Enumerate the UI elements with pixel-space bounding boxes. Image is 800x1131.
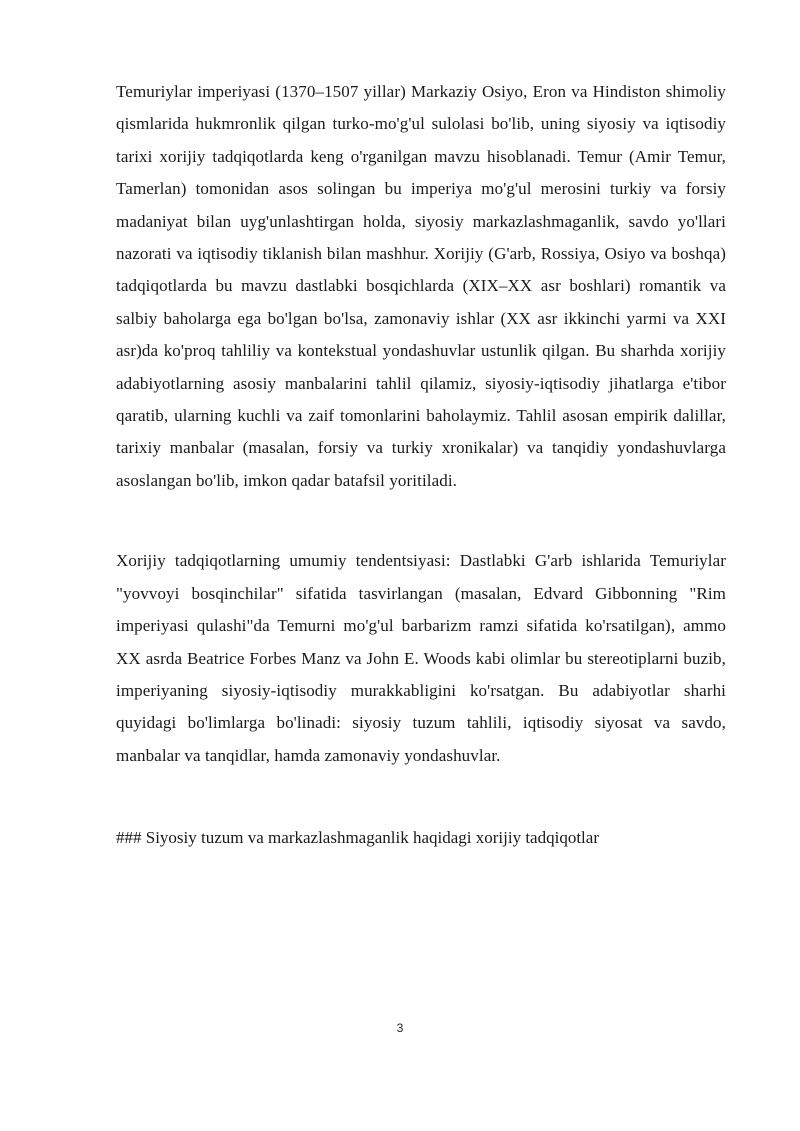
research-trends-paragraph: Xorijiy tadqiqotlarning umumiy tendentsiyasi: Dastlabki G'arb ishlarida Temuriylar "yovvoyi bosqinchilar" sifatida tasvirlangan (masalan, Edvard Gibbonning "Rim imperiyasi qulashi"da Temurni mo'g'ul barbarizm ramzi sifatida ko'rsatilgan), ammo XX asrda Beatrice Forbes Manz va John E. Woods kabi olimlar bu stereotiplarni buzib, imperiyaning siyosiy-iqtisodiy murakkabligini ko'rsatgan. Bu adabiyotlar sharhi quyidagi bo'limlarga bo'linadi: siyosiy tuzum tahlili, iqtisodiy siyosat va savdo, manbalar va tanqidlar, hamda zamonaviy yondashuvlar.	[116, 551, 726, 765]
page-number: 3	[396, 1021, 404, 1035]
intro-paragraph: Temuriylar imperiyasi (1370–1507 yillar) Markaziy Osiyo, Eron va Hindiston shimoliy qismlarida hukmronlik qilgan turko-mo'g'ul sulolasi bo'lib, uning siyosiy va iqtisodiy tarixi xorijiy tadqiqotlarda keng o'rganilgan mavzu hisoblanadi. Temur (Amir Temur, Tamerlan) tomonidan asos solingan bu imperiya mo'g'ul merosini turkiy va forsiy madaniyat bilan uyg'unlashtirgan holda, siyosiy markazlashmaganlik, savdo yo'llari nazorati va iqtisodiy tiklanish bilan mashhur. Xorijiy (G'arb, Rossiya, Osiyo va boshqa) tadqiqotlarda bu mavzu dastlabki bosqichlarda (XIX–XX asr boshlari) romantik va salbiy baholarga ega bo'lgan bo'lsa, zamonaviy ishlar (XX asr ikkinchi yarmi va XXI asr)da ko'proq tahliliy va kontekstual yondashuvlar ustunlik qilgan. Bu sharhda xorijiy adabiyotlarning asosiy manbalarini tahlil qilamiz, siyosiy-iqtisodiy jihatlarga e'tibor qaratib, ularning kuchli va zaif tomonlarini baholaymiz. Tahlil asosan empirik dalillar, tarixiy manbalar (masalan, forsiy va turkiy xronikalar) va tanqidiy yondashuvlarga asoslangan bo'lib, imkon qadar batafsil yoritiladi.	[116, 82, 726, 490]
page-body	[116, 76, 726, 855]
section-heading: ### Siyosiy tuzum va markazlashmaganlik haqidagi xorijiy tadqiqotlar	[116, 828, 599, 848]
